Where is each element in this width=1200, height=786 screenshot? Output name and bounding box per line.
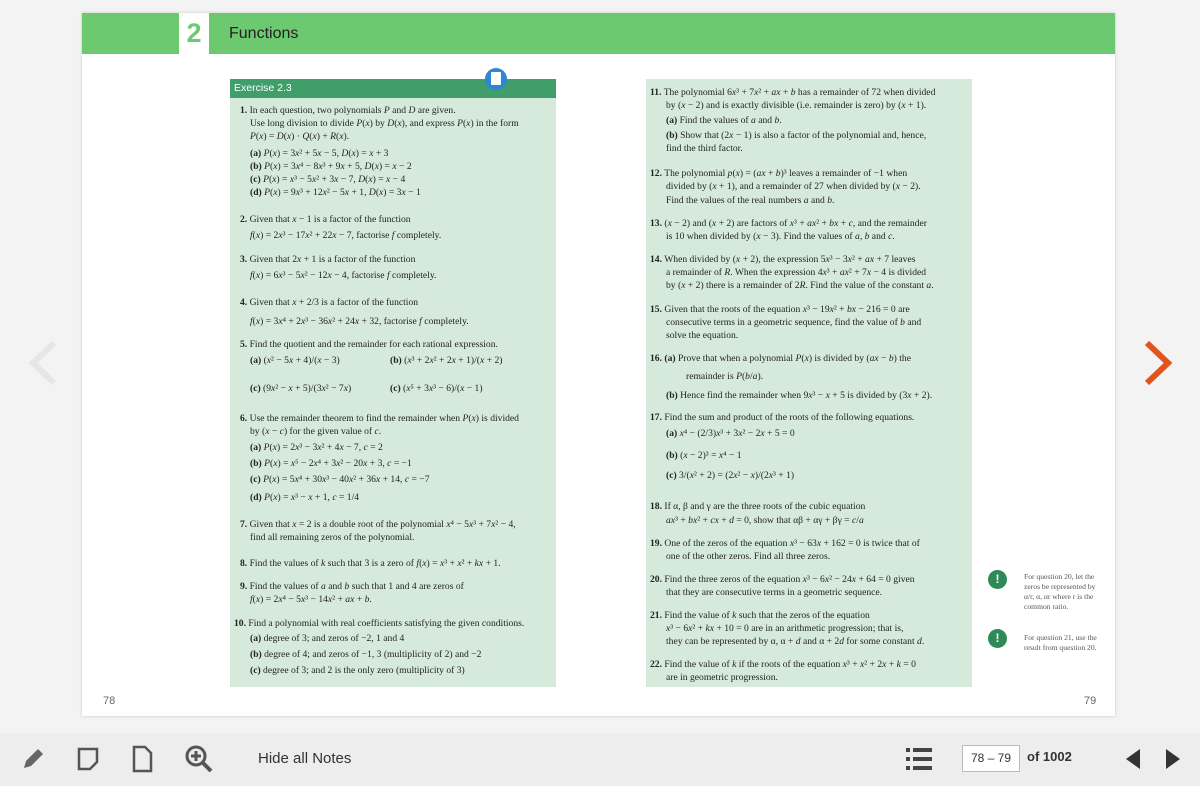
chevron-left-icon[interactable] bbox=[28, 340, 58, 390]
document-icon[interactable] bbox=[131, 745, 153, 777]
note-line: zeros be represented by bbox=[1024, 582, 1096, 591]
note-line: result from question 20. bbox=[1024, 643, 1097, 652]
chevron-right-icon[interactable] bbox=[1143, 340, 1173, 390]
question-line: ax³ + bx² + cx + d = 0, show that αβ + αγ + βγ = c/a bbox=[666, 515, 864, 526]
question-line: 18. If α, β and γ are the three roots of the cubic equation bbox=[650, 501, 866, 512]
alert-icon[interactable]: ! bbox=[988, 629, 1007, 648]
note-line: α/r, α, αr where r is the bbox=[1024, 592, 1094, 601]
question-line: 1. In each question, two polynomials P and D are given. bbox=[240, 105, 456, 116]
note-line: For question 21, use the bbox=[1024, 633, 1097, 642]
chapter-title: Functions bbox=[229, 25, 299, 42]
question-line: 4. Given that x + 2/3 is a factor of the function bbox=[240, 297, 419, 308]
question-line: 3. Given that 2x + 1 is a factor of the function bbox=[240, 254, 416, 265]
question-line: (c) (x⁵ + 3x³ − 6)/(x − 1) bbox=[390, 383, 483, 394]
question-line: (a) P(x) = 2x³ − 3x² + 4x − 7, c = 2 bbox=[250, 442, 383, 453]
bottom-toolbar bbox=[0, 733, 1200, 786]
page-range-input[interactable]: 78 – 79 bbox=[962, 745, 1020, 772]
question-line: solve the equation. bbox=[666, 330, 739, 341]
question-line: 15. Given that the roots of the equation x³ − 19x² + bx − 216 = 0 are bbox=[650, 304, 910, 315]
margin-note-q21 bbox=[1024, 633, 1097, 653]
question-line: remainder is P(b/a). bbox=[686, 371, 764, 382]
pencil-icon[interactable] bbox=[20, 746, 46, 776]
question-line: 8. Find the values of k such that 3 is a zero of f(x) = x³ + x² + kx + 1. bbox=[240, 558, 501, 569]
question-line: that they are consecutive terms in a geometric sequence. bbox=[666, 587, 883, 598]
question-line: f(x) = 2x⁴ − 5x³ − 14x² + ax + b. bbox=[250, 594, 372, 605]
question-line: (a) x⁴ − (2/3)x³ + 3x² − 2x + 5 = 0 bbox=[666, 428, 795, 439]
question-line: 19. One of the zeros of the equation x³ − 63x + 162 = 0 is twice that of bbox=[650, 538, 920, 549]
document-icon[interactable] bbox=[485, 68, 507, 90]
hide-notes-button[interactable]: Hide all Notes bbox=[258, 750, 352, 767]
question-line: 16. (a) Prove that when a polynomial P(x) is divided by (ax − b) the bbox=[650, 353, 911, 364]
question-line: 9. Find the values of a and b such that 1 and 4 are zeros of bbox=[240, 581, 464, 592]
question-line: by (x + 2) there is a remainder of 2R. Find the value of the constant a. bbox=[666, 280, 934, 291]
question-line: a remainder of R. When the expression 4x³ + ax² + 7x − 4 is divided bbox=[666, 267, 927, 278]
question-line: (b) Show that (2x − 1) is also a factor of the polynomial and, hence, bbox=[666, 130, 927, 141]
question-line: 17. Find the sum and product of the roots of the following equations. bbox=[650, 412, 915, 423]
question-line: (c) (9x² − x + 5)/(3x² − 7x) bbox=[250, 383, 352, 394]
page-number-right: 79 bbox=[1084, 695, 1097, 707]
exercise-title: Exercise 2.3 bbox=[230, 79, 556, 98]
question-line: (c) 3/(x² + 2) = (2x² − x)/(2x³ + 1) bbox=[666, 470, 795, 481]
sticky-note-icon[interactable] bbox=[76, 746, 100, 776]
question-line: P(x) = D(x) · Q(x) + R(x). bbox=[250, 131, 350, 142]
alert-icon[interactable]: ! bbox=[988, 570, 1007, 589]
question-line: 21. Find the value of k such that the zeros of the equation bbox=[650, 610, 870, 621]
question-line: (c) P(x) = x³ − 5x² + 3x − 7, D(x) = x − 4 bbox=[250, 174, 406, 185]
question-line: 14. When divided by (x + 2), the expression 5x³ − 3x² + ax + 7 leaves bbox=[650, 254, 916, 265]
total-pages: of 1002 bbox=[1027, 749, 1072, 764]
question-line: is 10 when divided by (x − 3). Find the values of a, b and c. bbox=[666, 231, 895, 242]
question-line: by (x − 2) and is exactly divisible (i.e. remainder is zero) by (x + 1). bbox=[666, 100, 927, 111]
question-line: (b) (x − 2)³ = x⁴ − 1 bbox=[666, 450, 742, 461]
question-line: (b) P(x) = 3x⁴ − 8x³ + 9x + 5, D(x) = x − 2 bbox=[250, 161, 412, 172]
question-line: 5. Find the quotient and the remainder for each rational expression. bbox=[240, 339, 498, 350]
question-line: (a) Find the values of a and b. bbox=[666, 115, 782, 126]
question-line: 10. Find a polynomial with real coefficients satisfying the given conditions. bbox=[234, 618, 525, 629]
question-line: (b) degree of 4; and zeros of −1, 3 (multiplicity of 2) and −2 bbox=[250, 649, 482, 660]
question-line: one of the other zeros. Find all three zeros. bbox=[666, 551, 831, 562]
question-line: x³ − 6x² + kx + 10 = 0 are in an arithmetic progression; that is, bbox=[666, 623, 904, 634]
question-line: (c) degree of 3; and 2 is the only zero (multiplicity of 3) bbox=[250, 665, 465, 676]
question-line: find the third factor. bbox=[666, 143, 743, 154]
question-line: 2. Given that x − 1 is a factor of the function bbox=[240, 214, 411, 225]
question-line: 11. The polynomial 6x³ + 7x² + ax + b has a remainder of 72 when divided bbox=[650, 87, 936, 98]
zoom-in-icon[interactable] bbox=[184, 744, 214, 778]
margin-note-q20 bbox=[1024, 572, 1095, 612]
question-line: 13. (x − 2) and (x + 2) are factors of x³ + ax² + bx + c, and the remainder bbox=[650, 218, 927, 229]
question-line: (d) P(x) = 9x³ + 12x² − 5x + 1, D(x) = 3x − 1 bbox=[250, 187, 421, 198]
question-line: f(x) = 2x³ − 17x² + 22x − 7, factorise f completely. bbox=[250, 230, 442, 241]
question-line: (a) (x² − 5x + 4)/(x − 3) bbox=[250, 355, 340, 366]
note-line: common ratio. bbox=[1024, 602, 1069, 611]
question-line: (c) P(x) = 5x⁴ + 30x³ − 40x² + 36x + 14, c = −7 bbox=[250, 474, 430, 485]
question-line: f(x) = 6x³ − 5x² − 12x − 4, factorise f completely. bbox=[250, 270, 437, 281]
question-line: (b) Hence find the remainder when 9x³ − x + 5 is divided by (3x + 2). bbox=[666, 390, 933, 401]
question-line: are in geometric progression. bbox=[666, 672, 778, 683]
next-page-icon[interactable] bbox=[1164, 747, 1182, 775]
book-spread bbox=[82, 13, 1115, 716]
prev-page-icon[interactable] bbox=[1124, 747, 1142, 775]
question-line: 6. Use the remainder theorem to find the remainder when P(x) is divided bbox=[240, 413, 519, 424]
question-line: (d) P(x) = x³ − x + 1, c = 1/4 bbox=[250, 492, 360, 503]
question-line: divided by (x + 1), and a remainder of 27 when divided by (x − 2). bbox=[666, 181, 921, 192]
question-line: (a) P(x) = 3x² + 5x − 5, D(x) = x + 3 bbox=[250, 148, 389, 159]
question-line: 12. The polynomial p(x) = (ax + b)³ leaves a remainder of −1 when bbox=[650, 168, 908, 179]
question-line: 20. Find the three zeros of the equation x³ − 6x² − 24x + 64 = 0 given bbox=[650, 574, 915, 585]
page-number-left: 78 bbox=[103, 695, 116, 707]
list-icon[interactable] bbox=[906, 746, 932, 776]
question-line: 22. Find the value of k if the roots of the equation x³ + x² + 2x + k = 0 bbox=[650, 659, 916, 670]
question-line: Use long division to divide P(x) by D(x), and express P(x) in the form bbox=[250, 118, 519, 129]
question-line: (b) P(x) = x⁵ − 2x⁴ + 3x² − 20x + 3, c = −1 bbox=[250, 458, 412, 469]
question-line: (b) (x³ + 2x² + 2x + 1)/(x + 2) bbox=[390, 355, 503, 366]
question-line: (a) degree of 3; and zeros of −2, 1 and 4 bbox=[250, 633, 405, 644]
question-line: by (x − c) for the given value of c. bbox=[250, 426, 382, 437]
note-line: For question 20, let the bbox=[1024, 572, 1095, 581]
question-line: consecutive terms in a geometric sequence, find the value of b and bbox=[666, 317, 922, 328]
question-line: f(x) = 3x⁴ + 2x³ − 36x² + 24x + 32, factorise f completely. bbox=[250, 316, 469, 327]
question-line: they can be represented by α, α + d and α + 2d for some constant d. bbox=[666, 636, 925, 647]
question-line: 7. Given that x = 2 is a double root of the polynomial x⁴ − 5x³ + 7x² − 4, bbox=[240, 519, 516, 530]
question-line: Find the values of the real numbers a and b. bbox=[666, 195, 835, 206]
question-line: find all remaining zeros of the polynomial. bbox=[250, 532, 415, 543]
chapter-number: 2 bbox=[179, 13, 209, 54]
